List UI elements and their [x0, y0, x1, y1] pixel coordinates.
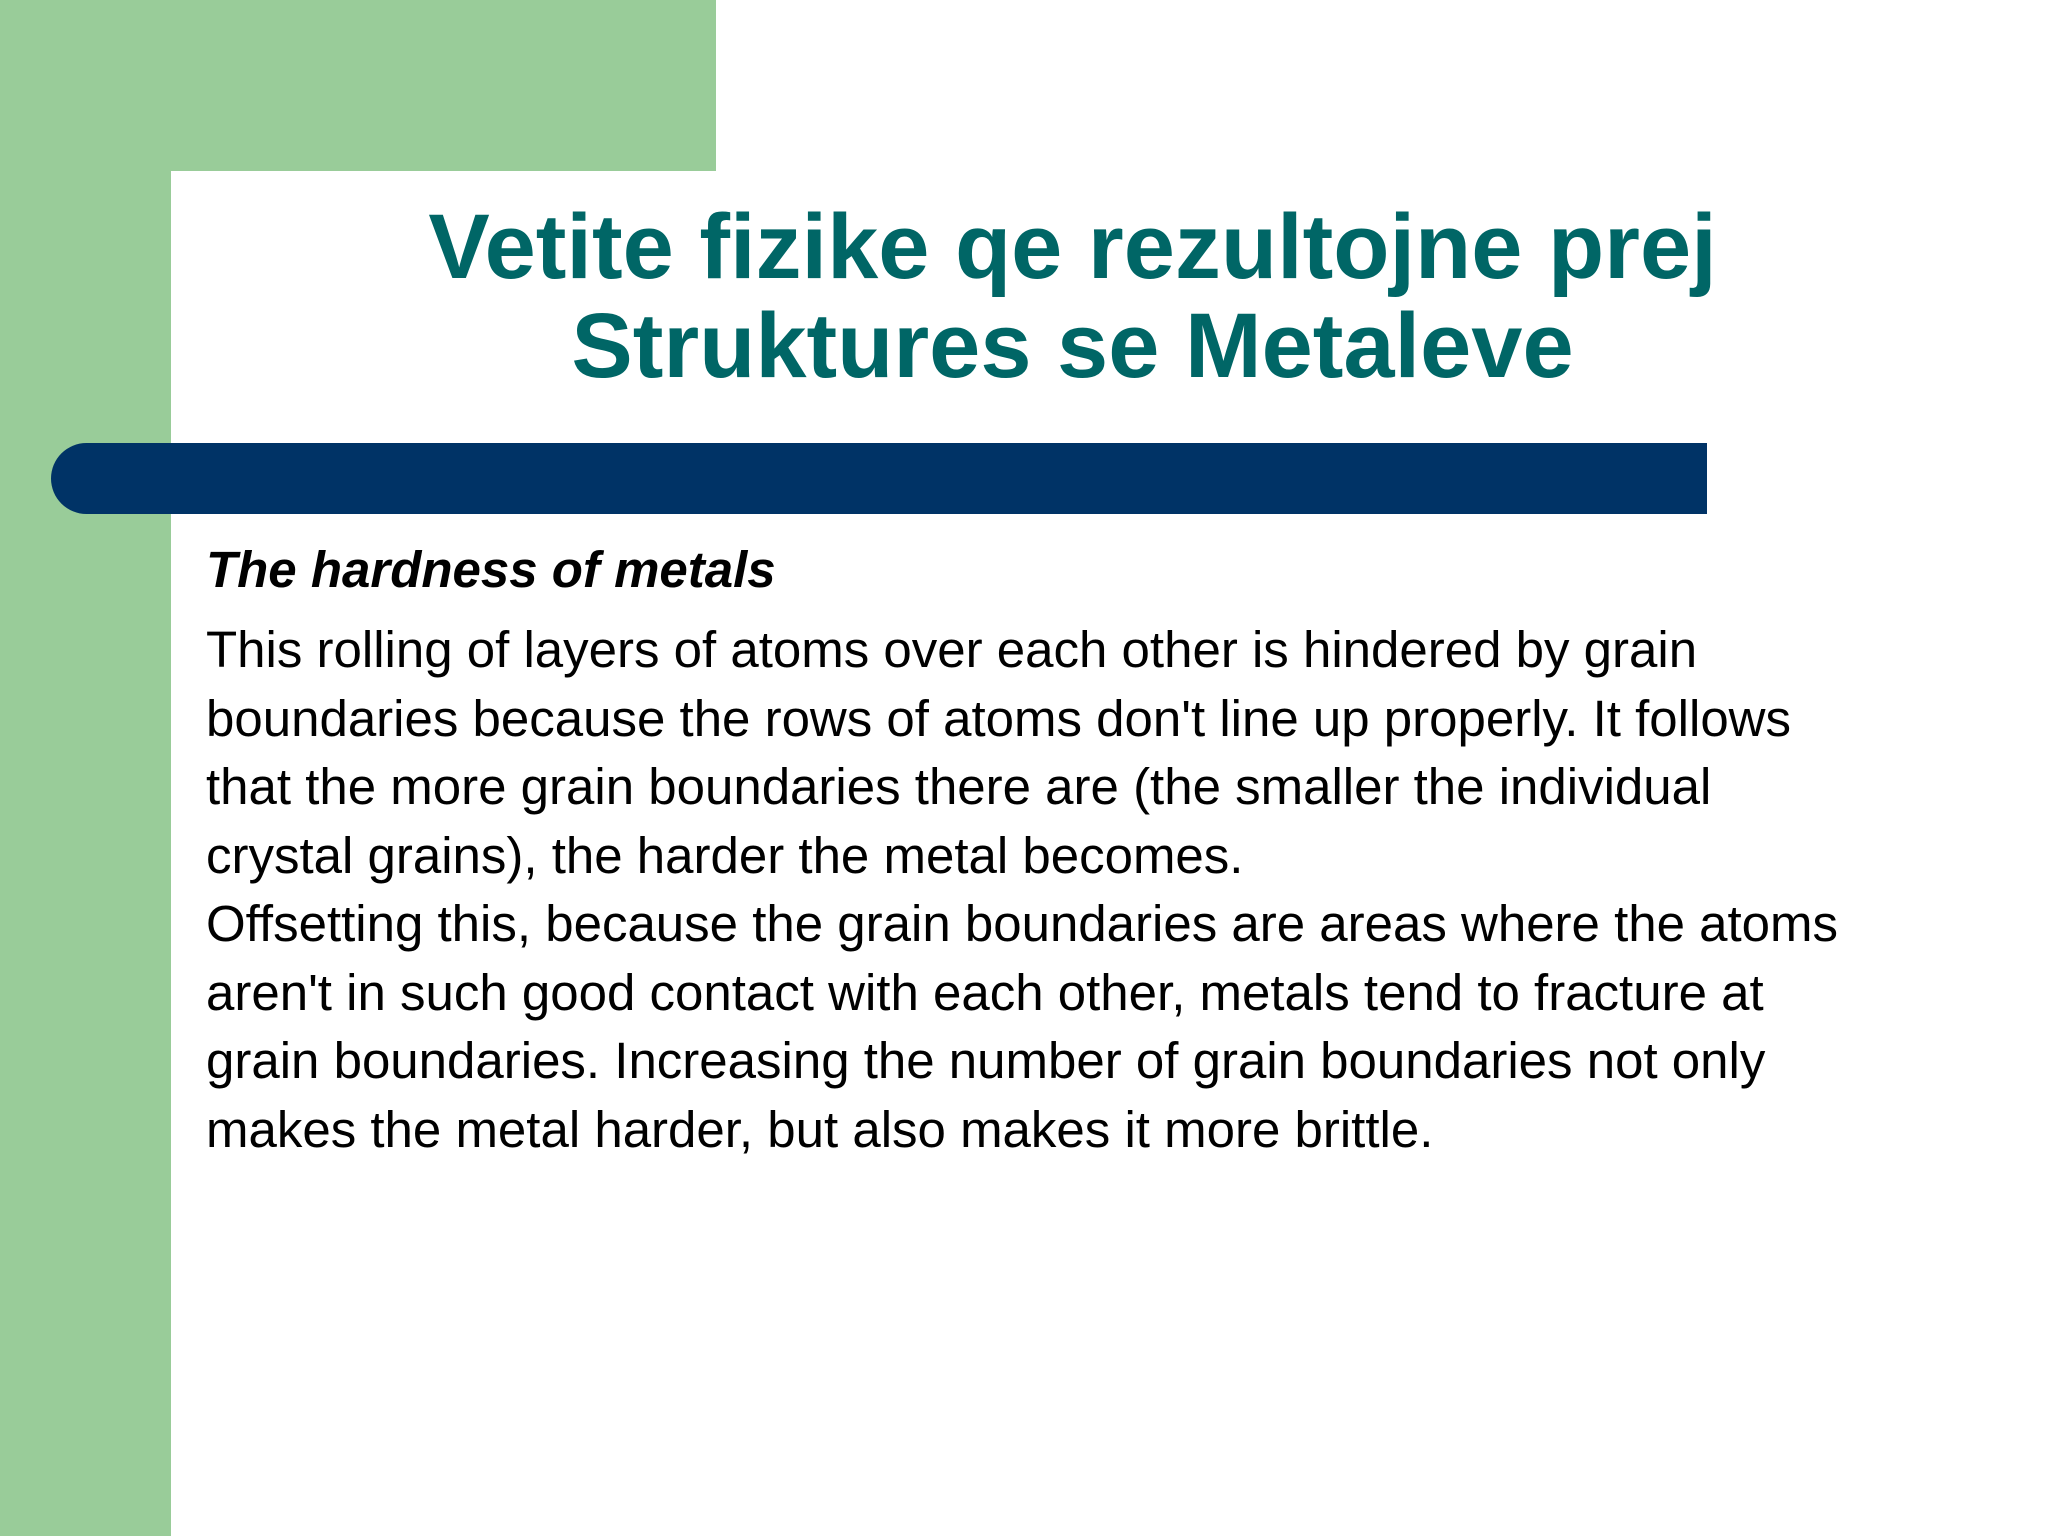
body-line: Offsetting this, because the grain boundaries are areas where the atoms	[206, 895, 1839, 952]
title-divider-bar	[51, 443, 1707, 514]
body-paragraph-1	[206, 616, 2036, 890]
title-line: Vetite fizike qe rezultojne prej	[428, 196, 1717, 298]
body-line: makes the metal harder, but also makes it more brittle.	[206, 1100, 1434, 1158]
slide-title	[171, 198, 1974, 396]
section-subheading: The hardness of metals	[206, 541, 776, 598]
body-line: that the more grain boundaries there are (the smaller the individual	[206, 758, 1712, 815]
title-line: Struktures se Metaleve	[571, 295, 1574, 397]
body-line: aren't in such good contact with each other, metals tend to fracture at	[206, 963, 1764, 1021]
body-paragraph-2	[206, 890, 2036, 1164]
left-accent-strip	[0, 0, 171, 1536]
body-line: crystal grains), the harder the metal becomes.	[206, 826, 1244, 884]
body-line: boundaries because the rows of atoms don't line up properly. It follows	[206, 689, 1792, 747]
body-line: This rolling of layers of atoms over each other is hindered by grain	[206, 621, 1698, 678]
slide-body	[206, 536, 2036, 1164]
top-accent-block	[0, 0, 716, 171]
body-line: grain boundaries. Increasing the number of grain boundaries not only	[206, 1032, 1766, 1089]
